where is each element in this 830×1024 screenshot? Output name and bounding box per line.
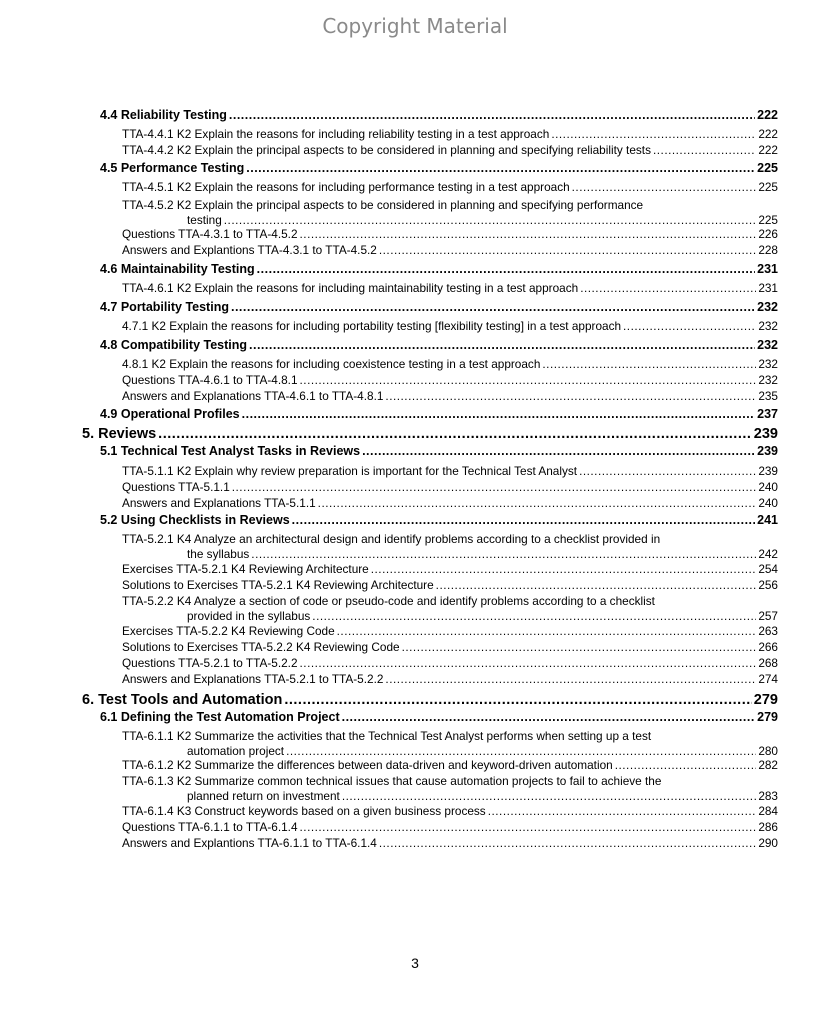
dot-leader <box>342 789 757 803</box>
toc-entry-title: 5.2 Using Checklists in Reviews <box>100 513 290 527</box>
toc-entry-page: 283 <box>758 789 778 803</box>
toc-entry-page: 231 <box>757 262 778 276</box>
toc-entry[interactable] <box>187 744 778 758</box>
dot-leader <box>579 464 756 478</box>
toc-entry[interactable] <box>122 578 778 592</box>
toc-entry-title: Exercises TTA-5.2.1 K4 Reviewing Architecture <box>122 562 369 576</box>
toc-entry[interactable] <box>122 357 778 371</box>
toc-entry[interactable] <box>122 464 778 478</box>
dot-leader <box>342 710 756 724</box>
dot-leader <box>379 243 756 257</box>
toc-entry[interactable] <box>100 407 778 421</box>
toc-entry-page: 232 <box>758 373 778 387</box>
toc-entry-title: Questions TTA-4.3.1 to TTA-4.5.2 <box>122 227 298 241</box>
toc-entry[interactable] <box>82 426 778 442</box>
toc-entry[interactable] <box>122 480 778 494</box>
toc-entry-page: 239 <box>753 426 778 442</box>
dot-leader <box>488 804 757 818</box>
dot-leader <box>337 624 757 638</box>
dot-leader <box>229 108 755 122</box>
dot-leader <box>231 300 755 314</box>
toc-entry-page: 279 <box>757 710 778 724</box>
toc-entry-title: TTA-6.1.2 K2 Summarize the differences between data-driven and keyword-driven automation <box>122 758 613 772</box>
toc-entry-page: 225 <box>758 180 778 194</box>
toc-entry[interactable] <box>100 513 778 527</box>
toc-entry-page: 263 <box>758 624 778 638</box>
toc-entry[interactable] <box>122 656 778 670</box>
toc-entry-title: Answers and Explantions TTA-6.1.1 to TTA-6.1.4 <box>122 836 377 850</box>
dot-leader <box>402 640 757 654</box>
dot-leader <box>300 227 757 241</box>
toc-entry[interactable] <box>100 710 778 724</box>
dot-leader <box>615 758 757 772</box>
toc-entry-page: 282 <box>758 758 778 772</box>
toc-entry-title: 4.8.1 K2 Explain the reasons for including coexistence testing in a test approach <box>122 357 541 371</box>
toc-entry-page: 225 <box>757 161 778 175</box>
toc-entry-title: testing <box>187 213 222 227</box>
dot-leader <box>653 143 756 157</box>
toc-entry[interactable] <box>100 444 778 458</box>
dot-leader <box>542 357 756 371</box>
toc-entry-title: TTA-6.1.4 K3 Construct keywords based on a given business process <box>122 804 486 818</box>
toc-entry[interactable] <box>122 127 778 141</box>
toc-entry-title: Answers and Explanations TTA-5.1.1 <box>122 496 316 510</box>
toc-entry-title[interactable]: TTA-5.2.1 K4 Analyze an architectural design and identify problems according to a checklist provided in <box>122 532 661 546</box>
dot-leader <box>580 281 756 295</box>
toc-entry-page: 222 <box>757 108 778 122</box>
toc-entry-title: 4.8 Compatibility Testing <box>100 338 248 352</box>
toc-entry[interactable] <box>187 609 778 623</box>
toc-entry[interactable] <box>122 180 778 194</box>
toc-entry-title: 6. Test Tools and Automation <box>82 692 283 708</box>
toc-entry-title: Questions TTA-4.6.1 to TTA-4.8.1 <box>122 373 298 387</box>
toc-entry-title: Solutions to Exercises TTA-5.2.1 K4 Reviewing Architecture <box>122 578 434 592</box>
toc-entry-title[interactable]: TTA-5.2.2 K4 Analyze a section of code or pseudo-code and identify problems according to a checklist <box>122 594 655 608</box>
toc-entry-title[interactable]: TTA-4.5.2 K2 Explain the principal aspects to be considered in planning and specifying performance <box>122 198 644 212</box>
dot-leader <box>385 672 756 686</box>
toc-entry[interactable] <box>122 389 778 403</box>
toc-entry[interactable] <box>100 262 778 276</box>
dot-leader <box>242 407 756 421</box>
dot-leader <box>379 836 756 850</box>
toc-entry[interactable] <box>122 243 778 257</box>
toc-entry-title: TTA-4.4.1 K2 Explain the reasons for including reliability testing in a test approach <box>122 127 550 141</box>
toc-entry[interactable] <box>122 281 778 295</box>
toc-entry-page: 239 <box>758 464 778 478</box>
dot-leader <box>286 744 756 758</box>
toc-entry-page: 256 <box>758 578 778 592</box>
toc-entry-title: Questions TTA-6.1.1 to TTA-6.1.4 <box>122 820 298 834</box>
toc-entry-page: 290 <box>758 836 778 850</box>
toc-entry[interactable] <box>100 161 778 175</box>
toc-entry[interactable] <box>100 300 778 314</box>
page-number: 3 <box>411 955 419 971</box>
toc-entry-page: 232 <box>757 300 778 314</box>
toc-entry[interactable] <box>187 789 778 803</box>
dot-leader <box>224 213 757 227</box>
toc-entry-page: 232 <box>758 319 778 333</box>
toc-entry[interactable] <box>122 143 778 157</box>
toc-entry-page: 232 <box>757 338 778 352</box>
toc-entry-title: 4.9 Operational Profiles <box>100 407 240 421</box>
dot-leader <box>246 161 755 175</box>
toc-entry-page: 231 <box>758 281 778 295</box>
toc-entry[interactable] <box>187 547 778 561</box>
toc-entry-title: TTA-4.6.1 K2 Explain the reasons for including maintainability testing in a test approach <box>122 281 579 295</box>
toc-entry-title: Answers and Explanations TTA-5.2.1 to TTA-5.2.2 <box>122 672 384 686</box>
toc-entry-title[interactable]: TTA-6.1.3 K2 Summarize common technical issues that cause automation projects to fail to achieve the <box>122 774 662 788</box>
toc-entry-page: 268 <box>758 656 778 670</box>
dot-leader <box>300 820 757 834</box>
dot-leader <box>385 389 756 403</box>
toc-entry-title: 4.5 Performance Testing <box>100 161 245 175</box>
toc-entry-title: TTA-4.5.1 K2 Explain the reasons for including performance testing in a test approach <box>122 180 570 194</box>
toc-entry-page: 280 <box>758 744 778 758</box>
toc-entry[interactable] <box>122 373 778 387</box>
toc-entry-title: 5. Reviews <box>82 426 157 442</box>
toc-entry-title: Answers and Explanations TTA-4.6.1 to TTA-4.8.1 <box>122 389 384 403</box>
toc-entry-page: 237 <box>757 407 778 421</box>
toc-entry-page: 254 <box>758 562 778 576</box>
toc-entry[interactable] <box>187 213 778 227</box>
toc-entry-page: 226 <box>758 227 778 241</box>
toc-entry[interactable] <box>122 804 778 818</box>
toc-entry[interactable] <box>100 338 778 352</box>
toc-entry[interactable] <box>82 692 778 708</box>
toc-entry-title: 4.7 Portability Testing <box>100 300 229 314</box>
toc-entry[interactable] <box>122 820 778 834</box>
toc-entry-page: 274 <box>758 672 778 686</box>
toc-entry-page: 279 <box>753 692 778 708</box>
dot-leader <box>284 692 751 708</box>
dot-leader <box>300 373 757 387</box>
dot-leader <box>232 480 757 494</box>
toc-entry-page: 222 <box>758 143 778 157</box>
toc-entry-page: 222 <box>758 127 778 141</box>
toc-entry-title: 4.7.1 K2 Explain the reasons for including portability testing [flexibility testing] in a test approach <box>122 319 622 333</box>
toc-entry-title: 4.4 Reliability Testing <box>100 108 227 122</box>
toc-entry-title: 5.1 Technical Test Analyst Tasks in Reviews <box>100 444 361 458</box>
toc-entry[interactable] <box>122 758 778 772</box>
toc-entry-page: 235 <box>758 389 778 403</box>
toc-entry-page: 225 <box>758 213 778 227</box>
dot-leader <box>257 262 755 276</box>
toc-entry-title: Questions TTA-5.2.1 to TTA-5.2.2 <box>122 656 298 670</box>
toc-entry-page: 240 <box>758 496 778 510</box>
dot-leader <box>158 426 752 442</box>
toc-entry-page: 241 <box>757 513 778 527</box>
dot-leader <box>623 319 756 333</box>
toc-entry-page: 240 <box>758 480 778 494</box>
dot-leader <box>318 496 757 510</box>
toc-entry-title: planned return on investment <box>187 789 340 803</box>
toc-entry-page: 286 <box>758 820 778 834</box>
toc-entry-page: 228 <box>758 243 778 257</box>
toc-entry-page: 232 <box>758 357 778 371</box>
toc-entry-page: 239 <box>757 444 778 458</box>
toc-entry-title: Exercises TTA-5.2.2 K4 Reviewing Code <box>122 624 335 638</box>
toc-entry-page: 266 <box>758 640 778 654</box>
toc-entry-title: 4.6 Maintainability Testing <box>100 262 255 276</box>
dot-leader <box>300 656 757 670</box>
toc-entry-title: Questions TTA-5.1.1 <box>122 480 230 494</box>
toc-entry-title: Solutions to Exercises TTA-5.2.2 K4 Reviewing Code <box>122 640 400 654</box>
toc-entry-title: TTA-5.1.1 K2 Explain why review preparation is important for the Technical Test Analyst <box>122 464 578 478</box>
dot-leader <box>436 578 757 592</box>
dot-leader <box>572 180 757 194</box>
copyright-header: Copyright Material <box>322 14 508 38</box>
toc-entry-title: Answers and Explantions TTA-4.3.1 to TTA-4.5.2 <box>122 243 377 257</box>
toc-entry[interactable] <box>122 562 778 576</box>
toc-entry[interactable] <box>122 640 778 654</box>
toc-entry-title: TTA-4.4.2 K2 Explain the principal aspects to be considered in planning and specifying reliability tests <box>122 143 651 157</box>
toc-entry-title: 6.1 Defining the Test Automation Project <box>100 710 340 724</box>
dot-leader <box>312 609 756 623</box>
toc-entry-title: provided in the syllabus <box>187 609 311 623</box>
toc-entry[interactable] <box>122 836 778 850</box>
toc-entry[interactable] <box>100 108 778 122</box>
toc-entry[interactable] <box>122 227 778 241</box>
toc-entry-page: 242 <box>758 547 778 561</box>
toc-entry-page: 284 <box>758 804 778 818</box>
dot-leader <box>551 127 756 141</box>
toc-entry-title[interactable]: TTA-6.1.1 K2 Summarize the activities that the Technical Test Analyst performs when setting up a test <box>122 729 652 743</box>
toc-entry-title: the syllabus <box>187 547 250 561</box>
toc-entry[interactable] <box>122 624 778 638</box>
dot-leader <box>249 338 755 352</box>
dot-leader <box>292 513 755 527</box>
dot-leader <box>371 562 757 576</box>
toc-entry[interactable] <box>122 672 778 686</box>
toc-entry[interactable] <box>122 496 778 510</box>
toc-entry-title: automation project <box>187 744 285 758</box>
toc-entry-page: 257 <box>758 609 778 623</box>
dot-leader <box>251 547 756 561</box>
dot-leader <box>362 444 755 458</box>
toc-entry[interactable] <box>122 319 778 333</box>
